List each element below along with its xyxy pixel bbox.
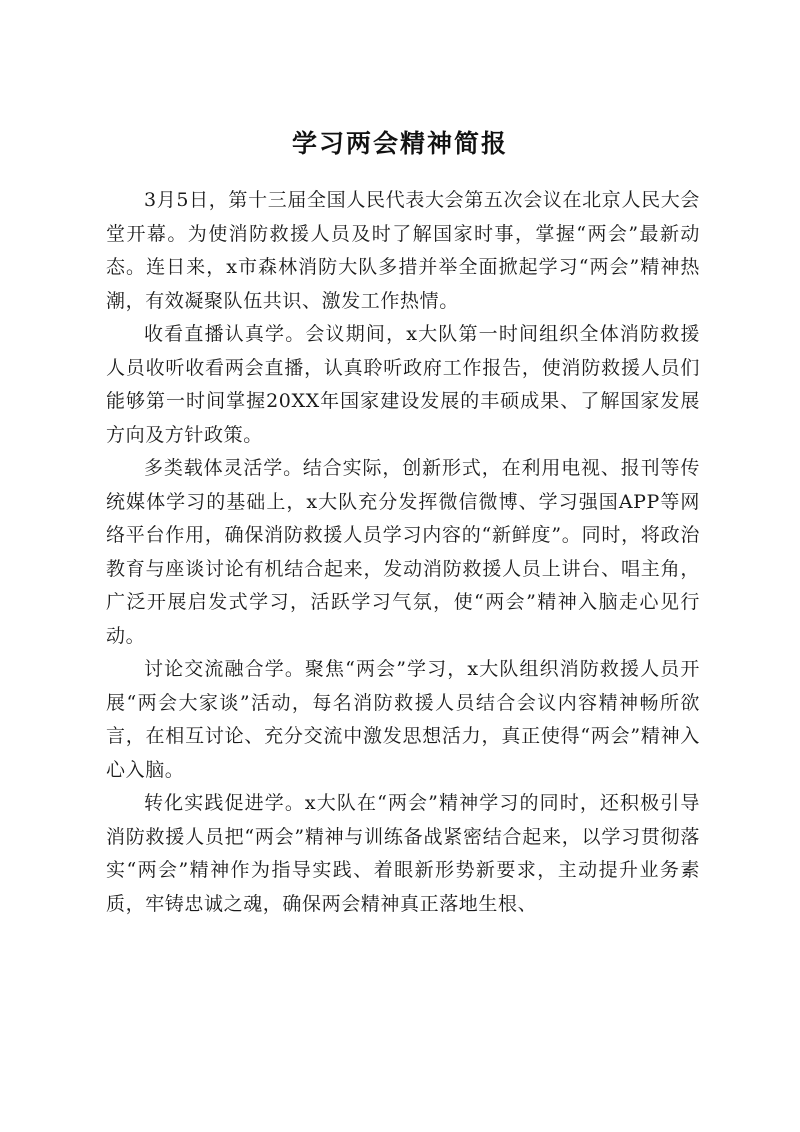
paragraph-discussion: 讨论交流融合学。聚焦“两会”学习，x大队组织消防救援人员开展“两会大家谈”活动，每名消防救援人员结合会议内容精神畅所欲言，在相互讨论、充分交流中激发思想活力，真正使得“两会”精神入心入脑。: [106, 658, 700, 781]
document-title: 学习两会精神简报: [291, 129, 508, 158]
paragraph-media-carriers: 多类载体灵活学。结合实际，创新形式，在利用电视、报刊等传统媒体学习的基础上，x大队充分发挥微信微博、学习强国APP等网络平台作用，确保消防救援人员学习内容的“新鲜度”。同时，将政治教育与座谈讨论有机结合起来，发动消防救援人员上讲台、唱主角，广泛开展启发式学习，活跃学习气氛，使“两会”精神入脑走心见行动。: [106, 457, 700, 647]
paragraph-practice: 转化实践促进学。x大队在“两会”精神学习的同时，还积极引导消防救援人员把“两会”精神与训练备战紧密结合起来，以学习贯彻落实“两会”精神作为指导实践、着眼新形势新要求，主动提升业务素质，牢铸忠诚之魂，确保两会精神真正落地生根、: [106, 792, 700, 915]
document-body: [106, 184, 700, 921]
paragraph-live-broadcast: 收看直播认真学。会议期间，x大队第一时间组织全体消防救援人员收听收看两会直播，认真聆听政府工作报告，使消防救援人员们能够第一时间掌握20XX年国家建设发展的丰硕成果、了解国家发展方向及方针政策。: [106, 323, 700, 446]
paragraph-intro: 3月5日，第十三届全国人民代表大会第五次会议在北京人民大会堂开幕。为使消防救援人员及时了解国家时事，掌握“两会”最新动态。连日来，x市森林消防大队多措并举全面掀起学习“两会”精神热潮，有效凝聚队伍共识、激发工作热情。: [106, 189, 700, 312]
